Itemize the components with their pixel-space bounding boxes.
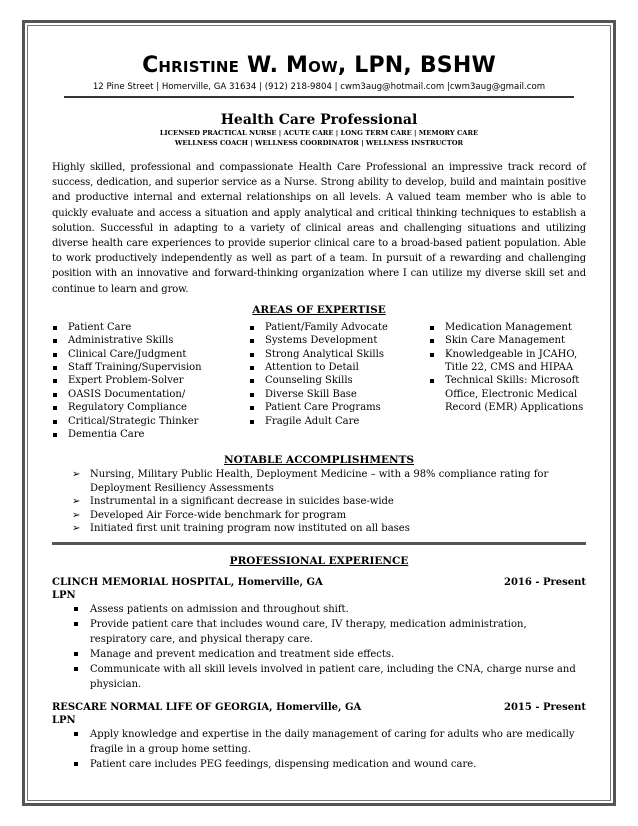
job-dates: 2015 - Present [504,701,586,713]
list-item: Counseling Skills [249,374,429,387]
list-item: Technical Skills: Microsoft Office, Electronic Medical Record (EMR) Applications [429,374,586,414]
section-divider [52,542,586,545]
job-header [52,576,586,589]
list-item: Communicate with all skill levels involved in patient care, including the CNA, charge nurse and physician. [74,662,586,692]
list-item: Fragile Adult Care [249,415,429,428]
arrow-bullet-icon: ➢ [72,523,81,535]
list-item: Systems Development [249,334,429,347]
list-item: Strong Analytical Skills [249,348,429,361]
list-item: Skin Care Management [429,334,586,347]
list-item: Clinical Care/Judgment [52,348,249,361]
subheadline-2: WELLNESS COACH | WELLNESS COORDINATOR | WELLNESS INSTRUCTOR [174,138,464,147]
job-entry [52,576,586,692]
expertise-title: AREAS OF EXPERTISE [252,303,386,316]
job-title: LPN [52,589,76,601]
subheadline-1: LICENSED PRACTICAL NURSE | ACUTE CARE | LONG TERM CARE | MEMORY CARE [159,129,479,137]
list-item: Patient Care Programs [249,401,429,414]
experience-title: PROFESSIONAL EXPERIENCE [229,554,409,567]
expertise-column-3 [429,321,586,442]
list-item: Diverse Skill Base [249,388,429,401]
job-duties [74,602,586,692]
job-duties [74,727,586,772]
job-header [52,701,586,714]
list-item [72,509,586,522]
accomplishment-text: Developed Air Force-wide benchmark for program [90,509,347,521]
list-item: Manage and prevent medication and treatment side effects. [74,647,586,662]
list-item: Knowledgeable in JCAHO, Title 22, CMS and HIPAA [429,348,586,375]
resume-content [52,52,586,772]
list-item: Expert Problem-Solver [52,374,249,387]
list-item: Staff Training/Supervision [52,361,249,374]
expertise-list [52,321,586,442]
contact-line: 12 Pine Street | Homerville, GA 31634 | (912) 218-9804 | cwm3aug@hotmail.com |cwm3aug@gmail.com [64,80,574,98]
candidate-name: Christine W. Mow, LPN, BSHW [142,53,496,78]
accomplishment-text: Nursing, Military Public Health, Deployment Medicine – with a 98% compliance rating for Deployment Resiliency Assessments [90,469,549,494]
job-employer: CLINCH MEMORIAL HOSPITAL, Homerville, GA [52,576,323,588]
list-item: Administrative Skills [52,334,249,347]
list-item [72,522,586,535]
job-entry [52,701,586,772]
list-item: Dementia Care [52,428,249,441]
list-item: Patient Care [52,321,249,334]
list-item: Attention to Detail [249,361,429,374]
list-item [72,495,586,508]
list-item: Assess patients on admission and throughout shift. [74,602,586,617]
accomplishment-text: Instrumental in a significant decrease in suicides base-wide [90,496,394,508]
accomplishments-title: NOTABLE ACCOMPLISHMENTS [224,454,414,467]
list-item [72,468,586,495]
list-item: Critical/Strategic Thinker [52,415,249,428]
list-item: Apply knowledge and expertise in the daily management of caring for adults who are medically fragile in a group home setting. [74,727,586,757]
arrow-bullet-icon: ➢ [72,469,81,481]
job-title: LPN [52,714,76,726]
list-item: Patient/Family Advocate [249,321,429,334]
job-employer: RESCARE NORMAL LIFE OF GEORGIA, Homerville, GA [52,701,362,713]
list-item: Medication Management [429,321,586,334]
arrow-bullet-icon: ➢ [72,509,81,521]
list-item: Regulatory Compliance [52,401,249,414]
list-item: Patient care includes PEG feedings, dispensing medication and wound care. [74,757,586,772]
list-item: OASIS Documentation/ [52,388,249,401]
arrow-bullet-icon: ➢ [72,496,81,508]
expertise-column-1 [52,321,249,442]
accomplishments-list [72,468,586,535]
job-dates: 2016 - Present [504,576,586,588]
expertise-column-2 [249,321,429,442]
headline: Health Care Professional [220,112,418,128]
summary-paragraph: Highly skilled, professional and compassionate Health Care Professional an impressive track record of success, dedication, and superior service as a Nurse. Strong ability to develop, build and maintain positive and productive internal and external relationships on all levels. A valued team member who is able to quickly evaluate and access a situation and apply analytical and critical thinking techniques to establish a solution. Successful in adapting to a variety of clinical areas and challenging situations and utilizing diverse health care experiences to provide superior clinical care to a broad-based patient population. Able to work productively independently as well as part of a team. In pursuit of a rewarding and challenging position with an innovative and forward-thinking organization where I can utilize my diverse skill set and continue to learn and grow. [52,162,586,295]
accomplishment-text: Initiated first unit training program now instituted on all bases [90,523,410,535]
list-item: Provide patient care that includes wound care, IV therapy, medication administration, respiratory care, and physical therapy care. [74,617,586,647]
